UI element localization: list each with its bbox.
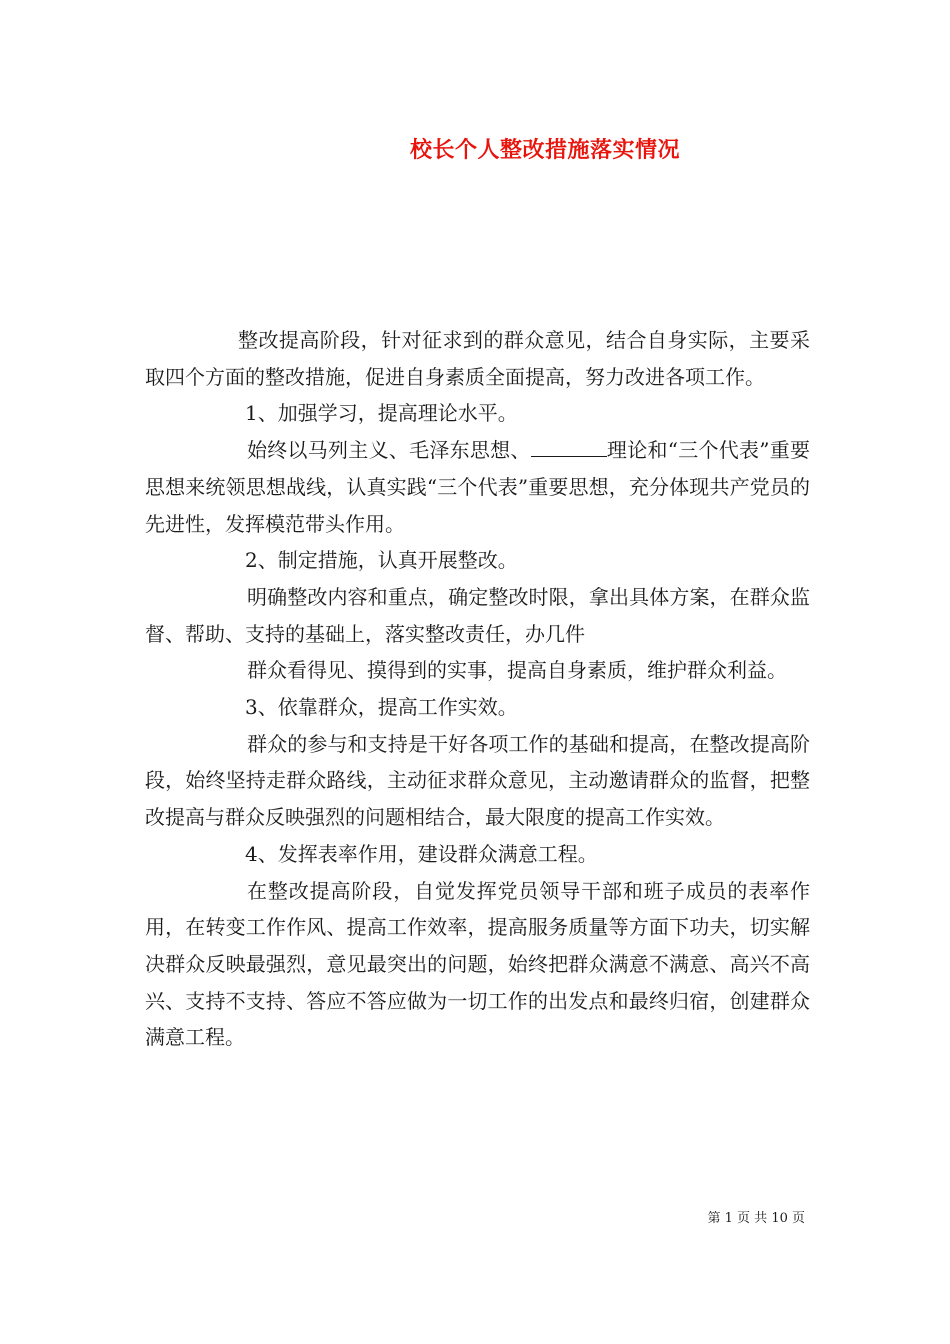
section-4-paragraph: 在整改提高阶段，自觉发挥党员领导干部和班子成员的表率作用，在转变工作作风、提高工作效率，提高服务质量等方面下功夫，切实解决群众反映最强烈，意见最突出的问题，始终把群众满意不满意、高兴不高兴、支持不支持、答应不答应做为一切工作的出发点和最终归宿，创建群众满意工程。 xyxy=(145,878,810,1050)
section-3-heading: 3、依靠群众，提高工作实效。 xyxy=(245,695,518,720)
section-1-text-a: 始终以马列主义、毛泽东思想、 xyxy=(247,438,531,463)
section-1-heading: 1、加强学习，提高理论水平。 xyxy=(245,401,518,426)
document-title: 校长个人整改措施落实情况 xyxy=(410,137,681,163)
section-2-heading: 2、制定措施，认真开展整改。 xyxy=(245,548,518,573)
blank-line xyxy=(531,438,607,457)
page-number: 第 1 页 共 10 页 xyxy=(707,1211,805,1226)
section-3-paragraph: 群众的参与和支持是干好各项工作的基础和提高，在整改提高阶段，始终坚持走群众路线，主动征求群众意见，主动邀请群众的监督，把整改提高与群众反映强烈的问题相结合，最大限度的提高工作实效。 xyxy=(145,731,810,830)
document-body xyxy=(145,322,810,1056)
section-1-text-b: 理论和“三个代表”重要思想来统领思想战线，认真实践“三个代表”重要思想，充分体现共产党员的先进性，发挥模范带头作用。 xyxy=(145,438,811,536)
section-4-heading: 4、发挥表率作用，建设群众满意工程。 xyxy=(245,841,598,866)
section-2-paragraph-2: 群众看得见、摸得到的实事，提高自身素质，维护群众利益。 xyxy=(247,658,787,683)
intro-paragraph: 整改提高阶段，针对征求到的群众意见，结合自身实际，主要采取四个方面的整改措施，促进自身素质全面提高，努力改进各项工作。 xyxy=(145,328,810,389)
section-2-paragraph-1: 明确整改内容和重点，确定整改时限，拿出具体方案，在群众监督、帮助、支持的基础上，落实整改责任，办几件 xyxy=(145,584,810,646)
section-1-paragraph xyxy=(145,432,810,542)
